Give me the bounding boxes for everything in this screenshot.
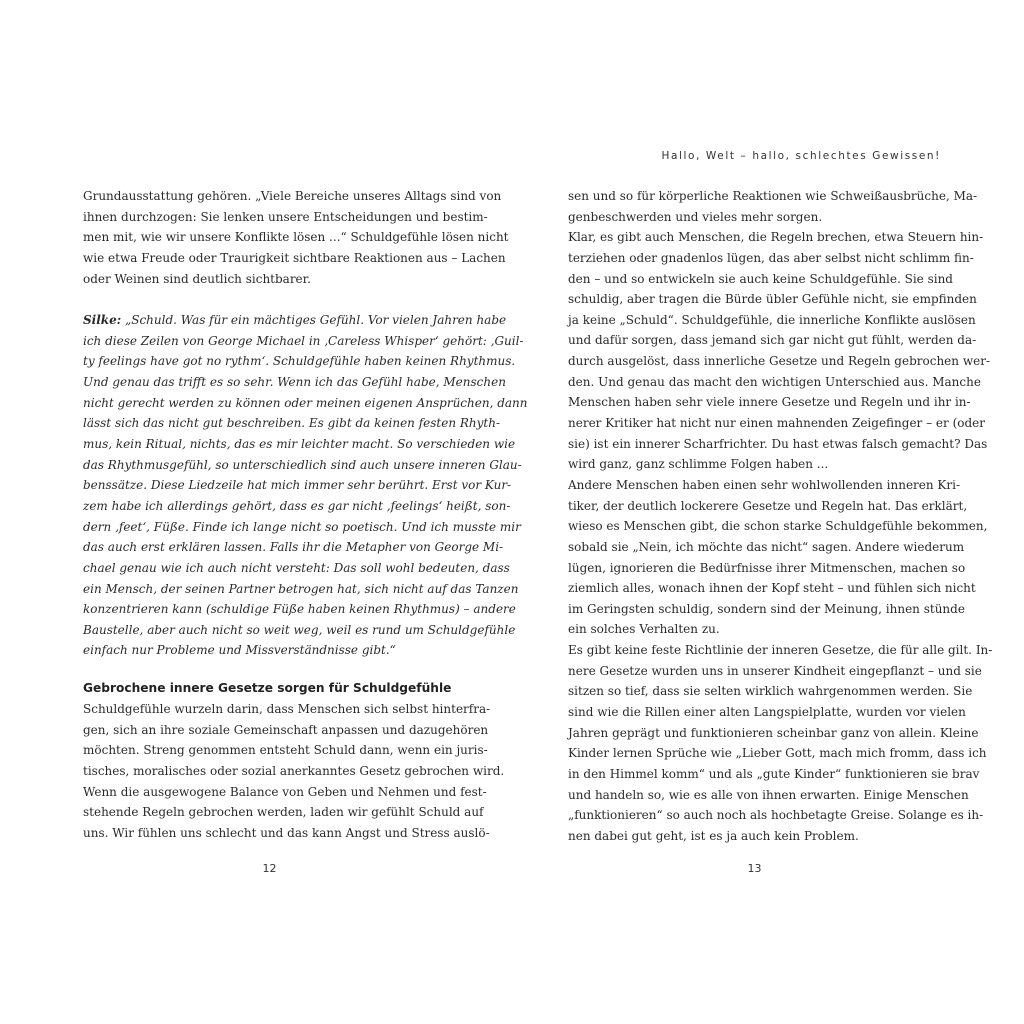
quote-line: konzentrieren kann (schuldige Füße haben keinen Rhythmus) – andere [83, 602, 516, 617]
quote-line: nicht gerecht werden zu können oder meinen eigenen Ansprüchen, dann [83, 395, 528, 410]
text-line: Es gibt keine feste Richtlinie der inneren Gesetze, die für alle gilt. In- [568, 643, 993, 658]
paragraph-intro [83, 186, 509, 289]
text-line: wird ganz, ganz schlimme Folgen haben ... [568, 457, 829, 472]
left-page-body [83, 186, 528, 844]
quote-line: Baustelle, aber auch nicht so weit weg, weil es rund um Schuldgefühle [83, 622, 516, 637]
text-line: im Geringsten schuldig, sondern sind der Meinung, ihnen stünde [568, 601, 965, 616]
text-line: nen dabei gut geht, ist es ja auch kein Problem. [568, 828, 859, 843]
section-spacer [83, 661, 456, 677]
text-line: nerer Kritiker hat nicht nur einen mahnenden Zeigefinger – er (oder [568, 416, 985, 431]
quote-line: mus, kein Ritual, nichts, das es mir leichter macht. So verschieden wie [83, 437, 516, 452]
text-line: schuldig, aber tragen die Bürde übler Gefühle nicht, sie empfinden [568, 292, 977, 307]
quote-line: chael genau wie ich auch nicht versteht: Das soll wohl bedeuten, dass [83, 560, 510, 575]
quote-line: ich diese Zeilen von George Michael in ‚Careless Whisper‘ gehört: ‚Guil- [83, 333, 524, 348]
page-number-left: 12 [262, 862, 277, 875]
text-line: genbeschwerden und vieles mehr sorgen. [568, 209, 823, 224]
text-line: lügen, ignorieren die Bedürfnisse ihrer Mitmenschen, machen so [568, 560, 966, 575]
text-line: sen und so für körperliche Reaktionen wie Schweißausbrüche, Ma- [568, 189, 978, 203]
quote-block [83, 310, 528, 661]
text-line: sind wie die Rillen einer alten Langspielplatte, wurden vor vielen [568, 705, 966, 720]
text-line: wieso es Menschen gibt, die schon starke Schuldgefühle bekommen, [568, 519, 988, 534]
text-line: möchten. Streng genommen entsteht Schuld dann, wenn ein juris- [83, 743, 488, 758]
text-line: Menschen haben sehr viele innere Gesetze und Regeln und ihr in- [568, 395, 971, 410]
text-line: Klar, es gibt auch Menschen, die Regeln brechen, etwa Steuern hin- [568, 230, 984, 245]
right-page-body [568, 186, 993, 847]
quote-line: das auch erst erklären lassen. Falls ihr die Metapher von George Mi- [83, 540, 504, 555]
text-line: Jahren geprägt und funktionieren scheinbar ganz von allein. Kleine [568, 725, 979, 740]
paragraph-section [83, 699, 505, 843]
text-line: tiker, der deutlich lockerere Gesetze und Regeln hat. Das erklärt, [568, 498, 968, 513]
left-page [83, 0, 528, 1024]
text-line: „funktionieren“ so auch noch als hochbetagte Greise. Solange es ih- [568, 808, 984, 823]
right-page [568, 0, 993, 1024]
text-line: terziehen oder gnadenlos lügen, das aber selbst nicht schlimm fin- [568, 250, 974, 265]
text-line: men mit, wie wir unsere Konflikte lösen ...“ Schuldgefühle lösen nicht [83, 230, 509, 245]
text-line: wie etwa Freude oder Traurigkeit sichtbare Reaktionen aus – Lachen [83, 250, 506, 265]
quote-speaker: Silke: [83, 313, 122, 328]
text-line: ja keine „Schuld“. Schuldgefühle, die innerliche Konflikte auslösen [568, 312, 976, 327]
text-line: uns. Wir fühlen uns schlecht und das kann Angst und Stress auslö- [83, 825, 490, 840]
quote-first-line [83, 310, 507, 331]
text-line: gen, sich an ihre soziale Gemeinschaft anpassen und dazugehören [83, 722, 489, 737]
text-line: sitzen so tief, dass sie selten wirklich wahrgenommen werden. Sie [568, 684, 973, 699]
text-line: in den Himmel komm“ und als „gute Kinder“ funktionieren sie brav [568, 766, 980, 781]
quote-line: ty feelings have got no rythm‘. Schuldgefühle haben keinen Rhythmus. [83, 354, 516, 369]
quote-line: benssätze. Diese Liedzeile hat mich immer sehr berührt. Erst vor Kur- [83, 478, 512, 493]
quote-line: das Rhythmusgefühl, so unterschiedlich sind auch unsere inneren Glau- [83, 457, 522, 472]
text-line: Grundausstattung gehören. „Viele Bereiche unseres Alltags sind von [83, 189, 502, 203]
text-line: Schuldgefühle wurzeln darin, dass Menschen sich selbst hinterfra- [83, 702, 491, 717]
quote-line: zem habe ich allerdings gehört, dass es gar nicht ‚feelings‘ heißt, son- [83, 498, 511, 513]
text-line: nere Gesetze wurden uns in unserer Kindheit eingepflanzt – und sie [568, 663, 982, 678]
paragraph-spacer [83, 289, 456, 310]
text-line: Kinder lernen Sprüche wie „Lieber Gott, mach mich fromm, dass ich [568, 746, 987, 761]
text-line: stehende Regeln gebrochen werden, laden wir gefühlt Schuld auf [83, 805, 484, 820]
quote-line: einfach nur Probleme und Missverständnisse gibt.“ [83, 643, 396, 658]
text-line: sie) ist ein innerer Scharfrichter. Du hast etwas falsch gemacht? Das [568, 436, 988, 451]
text-line: tisches, moralisches oder sozial anerkanntes Gesetz gebrochen wird. [83, 764, 505, 779]
quote-first-line-text: „Schuld. Was für ein mächtiges Gefühl. Vor vielen Jahren habe [125, 313, 507, 328]
text-line: Wenn die ausgewogene Balance von Geben und Nehmen und fest- [83, 784, 487, 799]
text-line: ein solches Verhalten zu. [568, 622, 720, 637]
text-line: den – und so entwickeln sie auch keine Schuldgefühle. Sie sind [568, 271, 953, 286]
quote-line: dern ‚feet‘, Füße. Finde ich lange nicht so poetisch. Und ich musste mir [83, 519, 521, 534]
text-line: den. Und genau das macht den wichtigen Unterschied aus. Manche [568, 374, 981, 389]
quote-line: lässt sich das nicht gut beschreiben. Es gibt da keinen festen Rhyth- [83, 416, 501, 431]
text-line: ihnen durchzogen: Sie lenken unsere Entscheidungen und bestim- [83, 209, 488, 224]
text-line: ziemlich alles, wonach ihnen der Kopf steht – und fühlen sich nicht [568, 581, 976, 596]
section-heading: Gebrochene innere Gesetze sorgen für Schuldgefühle [83, 681, 452, 696]
text-line: durch ausgelöst, dass innerliche Gesetze und Regeln gebrochen wer- [568, 354, 990, 369]
text-line: und dafür sorgen, dass jemand sich gar nicht gut fühlt, werden da- [568, 333, 977, 348]
page-number-right: 13 [747, 862, 762, 875]
quote-line: ein Mensch, der seinen Partner betrogen hat, sich nicht auf das Tanzen [83, 581, 519, 596]
text-line: oder Weinen sind deutlich sichtbarer. [83, 271, 311, 286]
running-head: Hallo, Welt – hallo, schlechtes Gewissen! [661, 150, 941, 162]
text-line: Andere Menschen haben einen sehr wohlwollenden inneren Kri- [568, 477, 961, 492]
text-line: und handeln so, wie es alle von ihnen erwarten. Einige Menschen [568, 787, 969, 802]
quote-line: Und genau das trifft es so sehr. Wenn ich das Gefühl habe, Menschen [83, 375, 506, 390]
text-line: sobald sie „Nein, ich möchte das nicht“ sagen. Andere wiederum [568, 539, 965, 554]
